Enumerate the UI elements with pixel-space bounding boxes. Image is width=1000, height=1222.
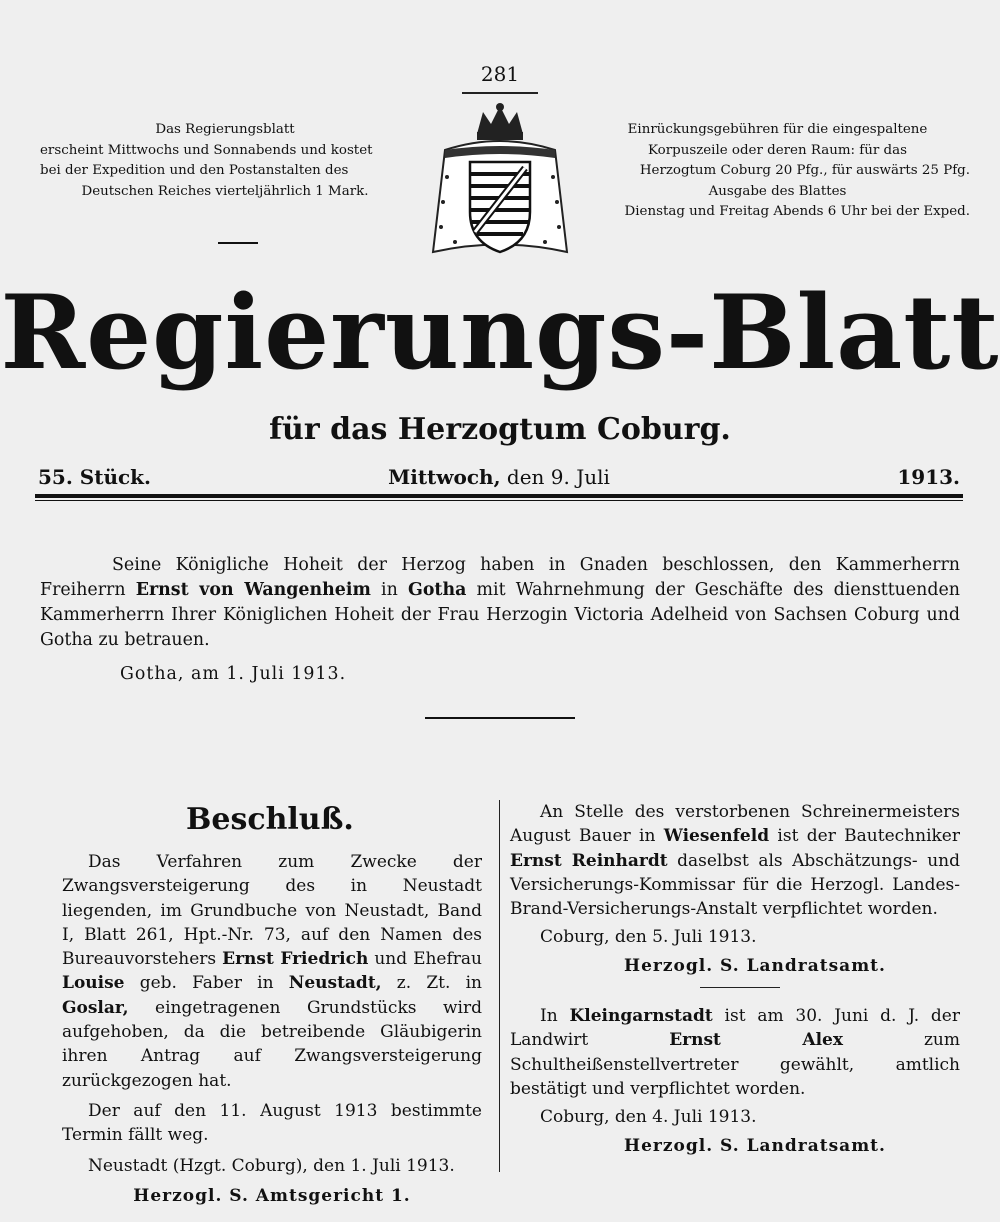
notice-1-signature: Herzogl. S. Landratsamt. [624,955,886,976]
advert-line-1: Einrückungsgebühren für die eingespaltene [627,122,928,137]
short-rule [218,242,258,244]
notice-2-name: Ernst Alex [669,1030,843,1051]
notice-2-text [510,1004,960,1101]
issue-day: den 9. Juli [506,465,610,489]
resolution-town: Neustadt, [288,973,382,994]
announcement-seg3: mit Wahrnehmung der Geschäfte des diensttuenden Kammerherrn Ihrer Königlichen Hoheit der Frau Herzogin Victoria Adelheid von Sachsen Coburg und Gotha zu betrauen. [40,580,960,650]
issue-row [38,464,960,490]
notice-2-seg-b: ist am 30. Juni d. J. der Landwirt [510,1006,960,1051]
announcement-name: Ernst von Wangenheim [135,580,371,600]
subscription-line-2: erscheint Mittwochs und Sonnabends und kostet [40,142,373,158]
notice-1-text [510,800,960,921]
advert-line-2: Korpuszeile oder deren Raum: für das [648,142,907,158]
left-column [62,800,482,1208]
advertising-info [585,120,970,223]
notice-2-seg-a: In [540,1006,570,1027]
announcement-place: Gotha [407,580,467,600]
masthead-title: Regierungs-Blatt [0,273,1000,393]
section-rule [425,717,575,719]
resolution-heading: Beschluß. [186,802,354,837]
resolution-seg-e: eingetragenen Grundstücks wird aufgehoben, da die betreibende Gläubigerin ihren Antrag auf Zwangsversteigerung zurückgezogen hat. [62,997,482,1091]
subscription-line-3: bei der Expedition und den Postanstalten des [40,163,349,178]
resolution-date: Neustadt (Hzgt. Coburg), den 1. Juli 1913. [88,1155,455,1176]
notice-1-town: Wiesenfeld [663,826,770,847]
subscription-line-4: Deutschen Reiches vierteljährlich 1 Mark. [81,183,369,199]
advert-line-5: Dienstag und Freitag Abends 6 Uhr bei der Exped. [624,204,970,219]
resolution-seg-d: z. Zt. in [381,973,482,994]
subscription-line-1: Das Regierungsblatt [155,122,295,137]
announcement-text [40,553,960,653]
resolution-owner: Ernst Friedrich [222,949,369,970]
header-rule-thin [35,500,963,501]
issue-year: 1913. [897,465,960,489]
announcement [40,553,960,653]
resolution-cancel-text: Der auf den 11. August 1913 bestimmte Termin fällt weg. [62,1100,482,1146]
notice-2-signature: Herzogl. S. Landratsamt. [624,1135,886,1156]
resolution-seg-c: geb. Faber in [124,973,289,994]
column-divider [499,800,500,1172]
issue-weekday: Mittwoch, [388,465,501,489]
notice-1-seg-b: ist der Bautechniker [769,826,960,847]
announcement-place-date: Gotha, am 1. Juli 1913. [120,664,347,684]
announcement-seg1: Seine Königliche Hoheit der Herzog haben in Gnaden beschlossen, den Kammerherrn Freiherrn [40,555,960,600]
notice-separator [700,987,780,988]
notice-2-town: Kleingarnstadt [569,1006,713,1027]
page-number: 281 [480,62,520,86]
announcement-seg2: in [370,580,408,600]
notice-2-seg-c: zum Schultheißenstellvertreter gewählt, amtlich bestätigt und verpflichtet worden. [510,1030,960,1099]
notice-1-seg-c: daselbst als Abschätzungs- und Versicherungs-Kommissar für die Herzogl. Landes-Brand-Versicherungs-Anstalt verpflichtet worden. [510,850,960,920]
notice-1-name: Ernst Reinhardt [510,850,668,871]
masthead-subtitle: für das Herzogtum Coburg. [269,412,731,447]
resolution-seg-b: und Ehefrau [368,949,482,970]
subscription-info [40,120,410,202]
coat-of-arms-icon [425,102,575,267]
notice-2-date: Coburg, den 4. Juli 1913. [540,1107,757,1128]
resolution-seg-a: Das Verfahren zum Zwecke der Zwangsversteigerung des in Neustadt liegenden, im Grundbuche von Neustadt, Band I, Blatt 261, Hpt.-Nr. 73, auf den Namen des Bureauvorstehers [62,852,482,970]
advert-line-3: Herzogtum Coburg 20 Pfg., für auswärts 25 Pfg. [639,163,970,178]
resolution-wife: Louise [62,973,125,994]
issue-number: 55. Stück. [38,465,151,489]
right-column [510,800,960,1158]
resolution-text [62,850,482,1093]
resolution-signature: Herzogl. S. Amtsgericht 1. [133,1185,411,1206]
issue-date [38,464,960,490]
resolution-town2: Goslar, [62,997,129,1018]
notice-1-seg-a: An Stelle des verstorbenen Schreinermeisters August Bauer in [510,802,960,847]
header-rule-thick [35,494,963,498]
notice-1-date: Coburg, den 5. Juli 1913. [540,927,757,948]
page-number-rule [462,92,538,94]
advert-line-4: Ausgabe des Blattes [708,183,847,199]
